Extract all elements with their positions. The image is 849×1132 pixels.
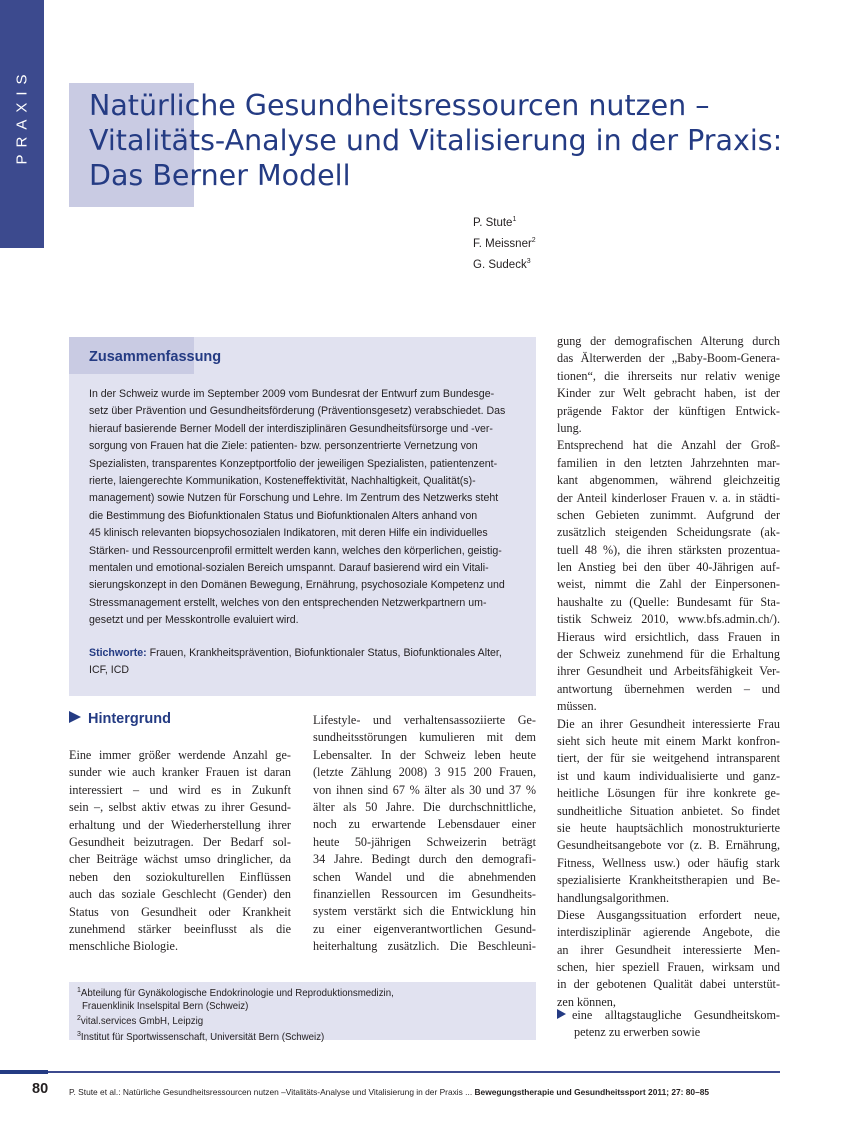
body-column-3: [557, 333, 780, 1011]
body-line: finanziellen Ressourcen im Gesundheits-: [313, 886, 536, 901]
author: P. Stute$^1$: [473, 216, 517, 229]
arrow-bullet-icon: [557, 1009, 566, 1019]
title-line: Natürliche Gesundheitsressourcen nutzen –: [89, 89, 710, 122]
abstract-line: Stressmanagement erstellt, welches von den entsprechenden Netzwerkpartnern um-: [89, 596, 487, 609]
section-tab-label: PRAXIS: [13, 67, 31, 165]
body-line: schen Gebieten zunimmt. Aufgrund der: [557, 507, 780, 522]
abstract-line: Spezialisten, transparentes Konzeptportfolio der jeweiligen Spezialisten, patientenzent-: [89, 457, 498, 470]
body-line: zusätzlich steigenden Scheidungsrate (ak-: [557, 525, 780, 540]
keywords-label: Stichworte:: [89, 647, 147, 659]
body-line: interdisziplinär agierende Angebote, die: [557, 925, 780, 940]
author: F. Meissner$^2$: [473, 236, 536, 250]
body-line: sein –, selbst aktiv etwas zu ihrer Gesund-: [69, 800, 291, 815]
keywords-text: Frauen, Krankheitsprävention, Biofunktionaler Status, Biofunktionales Alter,: [149, 647, 502, 659]
abstract-line: hierauf basierende Berner Modell der interdisziplinären Gesundheitsfürsorge und -ver-: [89, 422, 493, 435]
body-line: Hieraus wird ersichtlich, dass Frauen in: [557, 629, 780, 644]
title-line: Das Berner Modell: [89, 159, 351, 192]
body-line: antwortung übernehmen werden – und: [557, 681, 780, 696]
section-heading: [69, 711, 171, 727]
body-line: erhaltung und der Wiederherstellung ihrer: [69, 817, 291, 832]
body-line: Diese Ausgangssituation erfordert neue,: [557, 907, 780, 922]
bullet-item: [557, 1007, 780, 1042]
body-line: prägende Faktor der künftigen Entwick-: [557, 403, 780, 418]
body-line: sunder wie auch kranker Frauen ist daran: [69, 765, 291, 780]
abstract-line: Stärken- und Ressourcenprofil ermittelt werden kann, welches den körperlichen, geistig-: [89, 544, 502, 557]
body-line: Fitness, Wellness usw.) oder häufig stark: [557, 855, 780, 870]
body-column-1: [69, 747, 291, 956]
body-column-2: [313, 712, 536, 955]
body-line: lung.: [557, 420, 582, 435]
body-line: sundheitliche Situation anbietet. So findet: [557, 803, 780, 818]
keywords: [89, 645, 519, 680]
body-line: Lifestyle- und verhaltensassoziierte Ge-: [313, 713, 536, 727]
affiliation: $^3$Institut für Sportwissenschaft, Universität Bern (Schweiz): [77, 1031, 325, 1044]
body-line: len Anstieg bei den über 40-Jährigen auf-: [557, 560, 780, 575]
body-line: schen Wandel und die abnehmenden: [313, 869, 536, 884]
body-line: kant abgenommen, während gleichzeitig: [557, 473, 780, 488]
body-line: tistik Schweiz 2010, www.bfs.admin.ch/).: [557, 612, 780, 627]
body-line: auch das soziale Geschlecht (Gender) den: [69, 887, 291, 902]
body-line: menschliche Biologie.: [69, 939, 178, 954]
affiliation: $^2$vital.services GmbH, Leipzig: [77, 1015, 204, 1028]
abstract-line: management) sowie Nutzen für Forschung und Lehre. Im Zentrum des Netzwerks steht: [89, 492, 499, 505]
body-line: Status von Gesundheit oder Krankheit: [69, 904, 291, 919]
body-line: tiert, der für sie weitgehend intransparent: [557, 751, 780, 766]
body-line: Entsprechend hat die Anzahl der Groß-: [557, 438, 780, 453]
body-line: Lebensalter. In der Schweiz leben heute: [313, 747, 536, 762]
body-line: zunehmend stärker beeinflusst als die: [69, 921, 291, 936]
body-line: (letzte Zählung 2008) 3 915 200 Frauen,: [313, 765, 536, 780]
body-line: tuell 48 %), die ihren stärksten prozentua-: [557, 542, 780, 557]
author: G. Sudeck$^3$: [473, 257, 531, 271]
section-tab: [0, 0, 44, 248]
body-line: familien in den letzten Jahrzehnten mar-: [557, 455, 780, 470]
body-line: müssen.: [557, 699, 597, 714]
body-line: tionen“, die ihrerseits nur relativ wenige: [557, 368, 780, 383]
body-line: Gesundheitsangebote vor (z. B. Ernährung,: [557, 838, 780, 853]
bullet-text: petenz zu erwerben sowie: [574, 1025, 701, 1040]
keywords-text: ICF, ICD: [89, 664, 130, 677]
body-line: haushalte zu (Quelle: Bundesamt für Sta-: [557, 594, 780, 609]
body-line: zu einer eigenverantwortlichen Gesund-: [313, 921, 536, 936]
body-line: ist und kaum individualisierte und ganz-: [557, 768, 780, 783]
body-line: sundheitsstörungen kumulieren mit dem: [313, 730, 536, 745]
affiliation-continued: Frauenklinik Inselspital Bern (Schweiz): [82, 1000, 249, 1012]
abstract-line: mentalen und emotional-sozialen Bereich umspannt. Darauf basierend wird ein Vitali-: [89, 562, 489, 575]
affiliation: $^1$Abteilung für Gynäkologische Endokrinologie und Reproduktionsmedizin,: [77, 987, 394, 1000]
body-line: noch zu erwartende Lebensdauer einer: [313, 817, 536, 832]
abstract-line: sierungskonzept in den Domänen Bewegung, Ernährung, psychosoziale Kompetenz und: [89, 579, 505, 592]
abstract-text: [89, 386, 519, 630]
article-title: [89, 88, 809, 193]
abstract-heading: Zusammenfassung: [89, 349, 222, 365]
bullet-text: eine alltagstaugliche Gesundheitskom-: [572, 1008, 780, 1022]
abstract-line: die Bestimmung des Biofunktionalen Status und Biofunktionalen Alters anhand von: [89, 509, 478, 522]
footer-citation: P. Stute et al.: Natürliche Gesundheitsressourcen nutzen –Vitalitäts-Analyse und Vitalisierung in der Praxis ... Bewegungstherapie und Gesundheitssport 2011; 27: 80–85: [69, 1087, 710, 1097]
body-line: an ihrer Gesundheit interessierte Men-: [557, 942, 780, 957]
body-line: spezialisierte Krankheitstherapien und Be-: [557, 873, 780, 888]
footer-divider-accent: [0, 1070, 48, 1074]
journal-reference: Bewegungstherapie und Gesundheitssport 2011; 27: 80–85: [474, 1087, 710, 1097]
body-line: Kinder zur Welt gebracht haben, ist der: [557, 386, 780, 401]
arrow-icon: [69, 711, 81, 723]
body-line: sieht sich heute mit einem Markt konfron-: [557, 733, 780, 748]
body-line: sie heute hauptsächlich monostrukturierte: [557, 820, 780, 835]
body-line: interessiert – und wird es in Zukunft: [69, 782, 291, 797]
abstract-line: setz über Prävention und Gesundheitsförderung (Präventionsgesetz) verabschiedet. Das: [89, 405, 506, 418]
body-line: heute 50-jährigen Schweizerin beträgt: [313, 834, 536, 849]
abstract-line: sorgung von Frauen hat die Ziele: patienten- bzw. personzentrierte Vernetzung von: [89, 440, 478, 453]
body-line: von ihnen sind 67 % älter als 30 und 37 %: [313, 782, 536, 797]
body-line: Eine immer größer werdende Anzahl ge-: [69, 748, 291, 762]
abstract-line: 45 klinisch relevanten biopsychosozialen Indikatoren, mit deren Hilfe ein individuelles: [89, 527, 488, 540]
body-line: neben den soziokulturellen Einflüssen: [69, 869, 291, 884]
body-line: handlungsalgorithmen.: [557, 890, 670, 905]
body-line: 34 Jahre. Bedingt durch den demografi-: [313, 852, 536, 867]
body-line: heitliche Lösungen für ihre konkrete ge-: [557, 786, 780, 801]
body-line: heiterhaltung zusätzlich. Die Beschleuni-: [313, 939, 536, 954]
body-line: Die an ihrer Gesundheit interessierte Frau: [557, 716, 780, 731]
body-line: weist, nimmt die Zahl der Einpersonen-: [557, 577, 780, 592]
body-line: das Älterwerden der „Baby-Boom-Genera-: [557, 351, 780, 366]
footer-divider: [0, 1071, 780, 1073]
title-line: Vitalitäts-Analyse und Vitalisierung in der Praxis:: [89, 124, 783, 157]
affiliations: [77, 985, 532, 1045]
body-line: cher Beiträge wächst umso dringlicher, da: [69, 852, 291, 867]
section-heading-text: Hintergrund: [88, 711, 171, 727]
abstract-line: rierte, laiengerechte Kommunikation, Kosteneffektivität, Nachhaltigkeit, Qualität(s)-: [89, 475, 476, 488]
body-line: älter als 50 Jahre. Die durchschnittliche,: [313, 799, 536, 814]
body-line: system verstärkt sich die Entwicklung hin: [313, 904, 536, 919]
author-list: [473, 211, 536, 273]
body-line: ihrer Gesundheit und Arbeitsfähigkeit Ver-: [557, 664, 780, 679]
body-line: der Schweiz zunehmend für die Erhaltung: [557, 647, 780, 662]
body-line: der Anteil kinderloser Frauen v. a. in städti-: [557, 490, 780, 505]
abstract-line: In der Schweiz wurde im September 2009 vom Bundesrat der Entwurf zum Bundesge-: [89, 388, 495, 400]
body-line: in der gebotenen Qualität dabei unterstüt-: [557, 977, 780, 992]
page-number: 80: [32, 1081, 49, 1097]
abstract-line: gesetzt und per Messkontrolle evaluiert wird.: [89, 614, 299, 627]
body-line: zen können,: [557, 994, 616, 1009]
body-line: Gesundheit beizutragen. Der Bedarf sol-: [69, 834, 291, 849]
body-line: gung der demografischen Alterung durch: [557, 334, 780, 348]
body-line: schen, hier speziell Frauen, wirksam und: [557, 960, 780, 975]
